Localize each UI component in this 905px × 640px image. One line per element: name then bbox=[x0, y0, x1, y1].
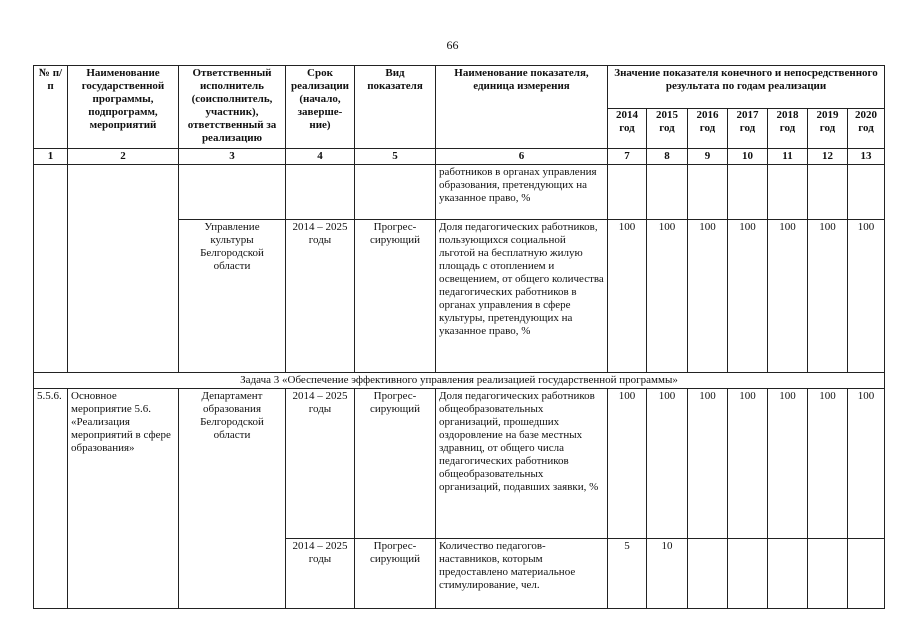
value-cell: 100 bbox=[647, 220, 688, 373]
row-number: 5.5.6. bbox=[34, 389, 68, 609]
task-row bbox=[34, 373, 885, 389]
header-program: Наименование государственной программы, подпрограмм, мероприятий bbox=[68, 66, 179, 149]
header-indicator: Наименование показателя, единица измерения bbox=[436, 66, 608, 149]
executor-cell: Управление культуры Белгородской области bbox=[179, 220, 286, 373]
value-cell bbox=[728, 539, 768, 609]
value-cell bbox=[768, 539, 808, 609]
value-cell: 100 bbox=[848, 389, 885, 539]
column-number: 5 bbox=[355, 149, 436, 165]
column-number: 11 bbox=[768, 149, 808, 165]
header-year: 2020 год bbox=[848, 109, 885, 149]
header-year: 2014 год bbox=[608, 109, 647, 149]
header-year: 2017 год bbox=[728, 109, 768, 149]
value-cell: 100 bbox=[808, 220, 848, 373]
column-number: 9 bbox=[688, 149, 728, 165]
column-number: 12 bbox=[808, 149, 848, 165]
header-year: 2016 год bbox=[688, 109, 728, 149]
indicator-cell: Количество педагогов-наставников, которым предоставлено материальное стимулирование, чел. bbox=[436, 539, 608, 609]
term-cell: 2014 – 2025 годы bbox=[286, 389, 355, 539]
value-cell: 100 bbox=[728, 220, 768, 373]
value-cell: 100 bbox=[728, 389, 768, 539]
column-number: 1 bbox=[34, 149, 68, 165]
value-cell: 100 bbox=[768, 389, 808, 539]
executor-cell: Департамент образования Белгородской области bbox=[179, 389, 286, 609]
column-numbers-row bbox=[34, 149, 885, 165]
indicator-cell: работников в органах управления образования, претендующих на указанное право, % bbox=[436, 165, 608, 220]
table-row bbox=[34, 389, 885, 539]
term-cell: 2014 – 2025 годы bbox=[286, 539, 355, 609]
column-number: 4 bbox=[286, 149, 355, 165]
value-cell bbox=[688, 539, 728, 609]
value-cell bbox=[808, 539, 848, 609]
value-cell: 100 bbox=[688, 220, 728, 373]
header-term: Срок реализации (начало, заверше-ние) bbox=[286, 66, 355, 149]
type-cell: Прогрес-сирующий bbox=[355, 389, 436, 539]
column-number: 10 bbox=[728, 149, 768, 165]
type-cell: Прогрес-сирующий bbox=[355, 539, 436, 609]
value-cell: 100 bbox=[608, 389, 647, 539]
header-year: 2018 год bbox=[768, 109, 808, 149]
type-cell: Прогрес-сирующий bbox=[355, 220, 436, 373]
value-cell: 100 bbox=[647, 389, 688, 539]
indicator-cell: Доля педагогических работников, пользующихся социальной льготой на бесплатную жилую площадь с отоплением и освещением, от общего количества педагогических работников в органах управления в сфере культуры, претендующих на указанное право, % bbox=[436, 220, 608, 373]
value-cell: 100 bbox=[688, 389, 728, 539]
indicators-table bbox=[33, 65, 885, 609]
column-number: 6 bbox=[436, 149, 608, 165]
value-cell: 100 bbox=[768, 220, 808, 373]
header-year: 2019 год bbox=[808, 109, 848, 149]
header-type: Вид показателя bbox=[355, 66, 436, 149]
table-row bbox=[34, 165, 885, 220]
activity-name: Основное мероприятие 5.6. «Реализация мероприятий в сфере образования» bbox=[68, 389, 179, 609]
value-cell: 100 bbox=[848, 220, 885, 373]
value-cell bbox=[848, 539, 885, 609]
term-cell: 2014 – 2025 годы bbox=[286, 220, 355, 373]
page-number: 66 bbox=[446, 38, 459, 52]
header-row bbox=[34, 66, 885, 109]
task-title: Задача 3 «Обеспечение эффективного управления реализацией государственной программы» bbox=[34, 373, 885, 389]
column-number: 8 bbox=[647, 149, 688, 165]
column-number: 13 bbox=[848, 149, 885, 165]
column-number: 2 bbox=[68, 149, 179, 165]
header-no: № п/п bbox=[34, 66, 68, 149]
header-executor: Ответственный исполнитель (соисполнитель, участник), ответственный за реализацию bbox=[179, 66, 286, 149]
value-cell: 100 bbox=[608, 220, 647, 373]
value-cell: 100 bbox=[808, 389, 848, 539]
column-number: 7 bbox=[608, 149, 647, 165]
header-year: 2015 год bbox=[647, 109, 688, 149]
column-number: 3 bbox=[179, 149, 286, 165]
value-cell: 10 bbox=[647, 539, 688, 609]
value-cell: 5 bbox=[608, 539, 647, 609]
indicator-cell: Доля педагогических работников общеобразовательных организаций, прошедших оздоровление на базе местных здравниц, от общего числа педагогических работников общеобразовательных организаций, подавших заявки, % bbox=[436, 389, 608, 539]
header-values: Значение показателя конечного и непосредственного результата по годам реализации bbox=[608, 66, 885, 109]
